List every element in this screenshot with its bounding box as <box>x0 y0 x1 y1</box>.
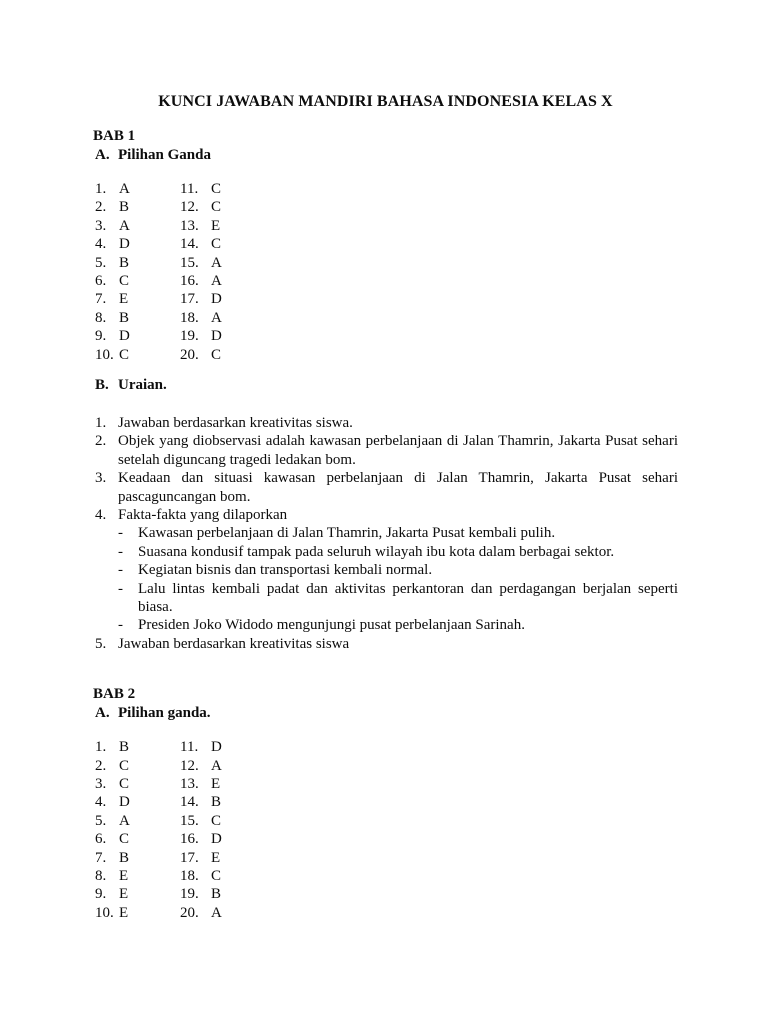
answer-letter: D <box>119 794 130 811</box>
item-text: Keadaan dan situasi kawasan perbelanjaan di Jalan Thamrin, Jakarta Pusat sehari pascaguncangan bom. <box>118 470 678 505</box>
answer-row <box>93 309 678 327</box>
answer-row <box>93 904 678 922</box>
answer-row <box>93 885 678 903</box>
answer-row <box>93 812 678 830</box>
uraian-list <box>93 414 678 653</box>
dash-bullet: - <box>118 580 123 597</box>
sub-item <box>118 580 678 617</box>
answer-number: 6. <box>95 831 107 848</box>
sub-item <box>118 616 678 634</box>
answer-row <box>93 327 678 345</box>
sub-item-text: Presiden Joko Widodo mengunjungi pusat perbelanjaan Sarinah. <box>138 617 525 634</box>
sub-item-text: Suasana kondusif tampak pada seluruh wilayah ibu kota dalam berbagai sektor. <box>138 543 615 560</box>
answer-letter: A <box>211 904 222 921</box>
answer-number: 7. <box>95 849 107 866</box>
answer-letter: B <box>119 309 130 326</box>
answer-row <box>93 290 678 308</box>
answer-letter: B <box>119 254 130 271</box>
answer-row <box>93 867 678 885</box>
answer-letter: B <box>119 199 130 216</box>
answer-letter: C <box>119 272 130 289</box>
section-title: Uraian. <box>118 376 167 393</box>
answer-number: 16. <box>180 831 199 848</box>
answer-letter: B <box>119 849 130 866</box>
uraian-item <box>93 635 678 653</box>
answer-number: 2. <box>95 199 107 216</box>
answer-row <box>93 217 678 235</box>
item-number: 3. <box>95 470 107 487</box>
answer-number: 5. <box>95 254 107 271</box>
answer-row <box>93 757 678 775</box>
answer-number: 19. <box>180 886 199 903</box>
answer-letter: D <box>211 831 222 848</box>
item-number: 1. <box>95 414 107 431</box>
answer-number: 20. <box>180 346 199 363</box>
bab1-heading: BAB 1 <box>93 128 136 144</box>
answer-row <box>93 830 678 848</box>
answer-letter: E <box>211 217 221 234</box>
answer-row <box>93 849 678 867</box>
answer-letter: C <box>119 757 130 774</box>
answer-letter: E <box>119 867 129 884</box>
answer-letter: C <box>211 199 222 216</box>
item-text: Objek yang diobservasi adalah kawasan perbelanjaan di Jalan Thamrin, Jakarta Pusat sehari setelah diguncang tragedi ledakan bom. <box>118 433 678 468</box>
answer-number: 1. <box>95 739 107 756</box>
answer-letter: E <box>119 904 129 921</box>
item-number: 5. <box>95 635 107 652</box>
dash-bullet: - <box>118 617 123 634</box>
answer-number: 5. <box>95 812 107 829</box>
answer-letter: D <box>211 291 222 308</box>
dash-bullet: - <box>118 543 123 560</box>
answer-number: 18. <box>180 309 199 326</box>
answer-number: 7. <box>95 291 107 308</box>
answer-letter: B <box>211 794 222 811</box>
answer-number: 9. <box>95 328 107 345</box>
document-title: KUNCI JAWABAN MANDIRI BAHASA INDONESIA KELAS X <box>158 93 613 110</box>
answer-row <box>93 198 678 216</box>
answer-number: 4. <box>95 236 107 253</box>
section-label: A. <box>95 147 110 163</box>
answer-number: 14. <box>180 236 199 253</box>
answer-letter: A <box>119 217 130 234</box>
item-text <box>118 506 678 635</box>
answer-number: 4. <box>95 794 107 811</box>
sub-item-text: Lalu lintas kembali padat dan aktivitas perkantoran dan perdagangan berjalan seperti biasa. <box>138 580 678 615</box>
sub-item-list <box>118 524 678 634</box>
answer-number: 1. <box>95 181 107 197</box>
answer-row <box>93 272 678 290</box>
answer-number: 19. <box>180 328 199 345</box>
answer-number: 3. <box>95 775 107 792</box>
answer-letter: A <box>211 309 222 326</box>
item-text: Jawaban berdasarkan kreativitas siswa <box>118 635 350 652</box>
answer-number: 13. <box>180 775 199 792</box>
answer-row <box>93 775 678 793</box>
answer-number: 15. <box>180 812 199 829</box>
answer-row <box>93 793 678 811</box>
sub-item <box>118 543 678 561</box>
answer-number: 13. <box>180 217 199 234</box>
answer-number: 15. <box>180 254 199 271</box>
answer-number: 20. <box>180 904 199 921</box>
answer-letter: B <box>119 739 130 756</box>
bab2-section <box>93 686 678 922</box>
bab2-pilihan-ganda-heading <box>93 705 678 721</box>
dash-bullet: - <box>118 525 123 542</box>
section-label: B. <box>95 376 109 393</box>
item-number: 4. <box>95 506 107 523</box>
answer-letter: C <box>119 346 130 363</box>
answer-row <box>93 235 678 253</box>
answer-number: 10. <box>95 904 114 921</box>
answer-number: 3. <box>95 217 107 234</box>
uraian-item <box>93 414 678 432</box>
bab2-answers-table <box>93 738 678 922</box>
answer-letter: E <box>119 886 129 903</box>
uraian-item <box>93 432 678 469</box>
sub-item <box>118 524 678 542</box>
bab1-uraian-heading <box>93 377 678 393</box>
answer-letter: D <box>119 236 130 253</box>
answer-number: 12. <box>180 757 199 774</box>
answer-letter: C <box>211 346 222 363</box>
dash-bullet: - <box>118 562 123 579</box>
bab2-heading: BAB 2 <box>93 686 136 703</box>
answer-number: 12. <box>180 199 199 216</box>
item-text: Jawaban berdasarkan kreativitas siswa. <box>118 414 353 431</box>
answer-letter: B <box>211 886 222 903</box>
answer-letter: A <box>211 272 222 289</box>
answer-letter: A <box>119 181 130 197</box>
sub-item <box>118 561 678 579</box>
answer-letter: D <box>211 739 222 756</box>
answer-letter: C <box>211 181 222 197</box>
answer-number: 6. <box>95 272 107 289</box>
sub-item-text: Kegiatan bisnis dan transportasi kembali normal. <box>138 562 433 579</box>
answer-letter: D <box>119 328 130 345</box>
answer-letter: A <box>211 254 222 271</box>
answer-letter: E <box>119 291 129 308</box>
answer-letter: E <box>211 849 221 866</box>
answer-row <box>93 180 678 198</box>
section-label: A. <box>95 705 110 722</box>
answer-letter: C <box>119 775 130 792</box>
item-text-lead: Fakta-fakta yang dilaporkan <box>118 506 288 523</box>
answer-letter: C <box>211 867 222 884</box>
answer-letter: D <box>211 328 222 345</box>
uraian-item <box>93 469 678 506</box>
answer-number: 8. <box>95 867 107 884</box>
answer-number: 11. <box>180 739 199 756</box>
answer-number: 14. <box>180 794 199 811</box>
answer-number: 17. <box>180 849 199 866</box>
answer-number: 16. <box>180 272 199 289</box>
answer-letter: A <box>119 812 130 829</box>
answer-number: 11. <box>180 181 199 197</box>
bab1-pilihan-ganda-heading <box>93 147 678 163</box>
answer-number: 2. <box>95 757 107 774</box>
answer-number: 17. <box>180 291 199 308</box>
answer-letter: C <box>119 831 130 848</box>
section-title: Pilihan Ganda <box>118 147 211 163</box>
answer-letter: A <box>211 757 222 774</box>
answer-number: 18. <box>180 867 199 884</box>
answer-letter: E <box>211 775 221 792</box>
answer-row <box>93 254 678 272</box>
answer-row <box>93 738 678 756</box>
sub-item-text: Kawasan perbelanjaan di Jalan Thamrin, Jakarta Pusat kembali pulih. <box>138 525 556 542</box>
uraian-item <box>93 506 678 635</box>
answer-number: 10. <box>95 346 114 363</box>
section-title: Pilihan ganda. <box>118 705 211 722</box>
answer-number: 8. <box>95 309 107 326</box>
answer-letter: C <box>211 236 222 253</box>
answer-letter: C <box>211 812 222 829</box>
bab1-section <box>93 128 678 653</box>
answer-number: 9. <box>95 886 107 903</box>
bab1-answers-table <box>93 180 678 364</box>
answer-row <box>93 346 678 364</box>
item-number: 2. <box>95 433 107 450</box>
